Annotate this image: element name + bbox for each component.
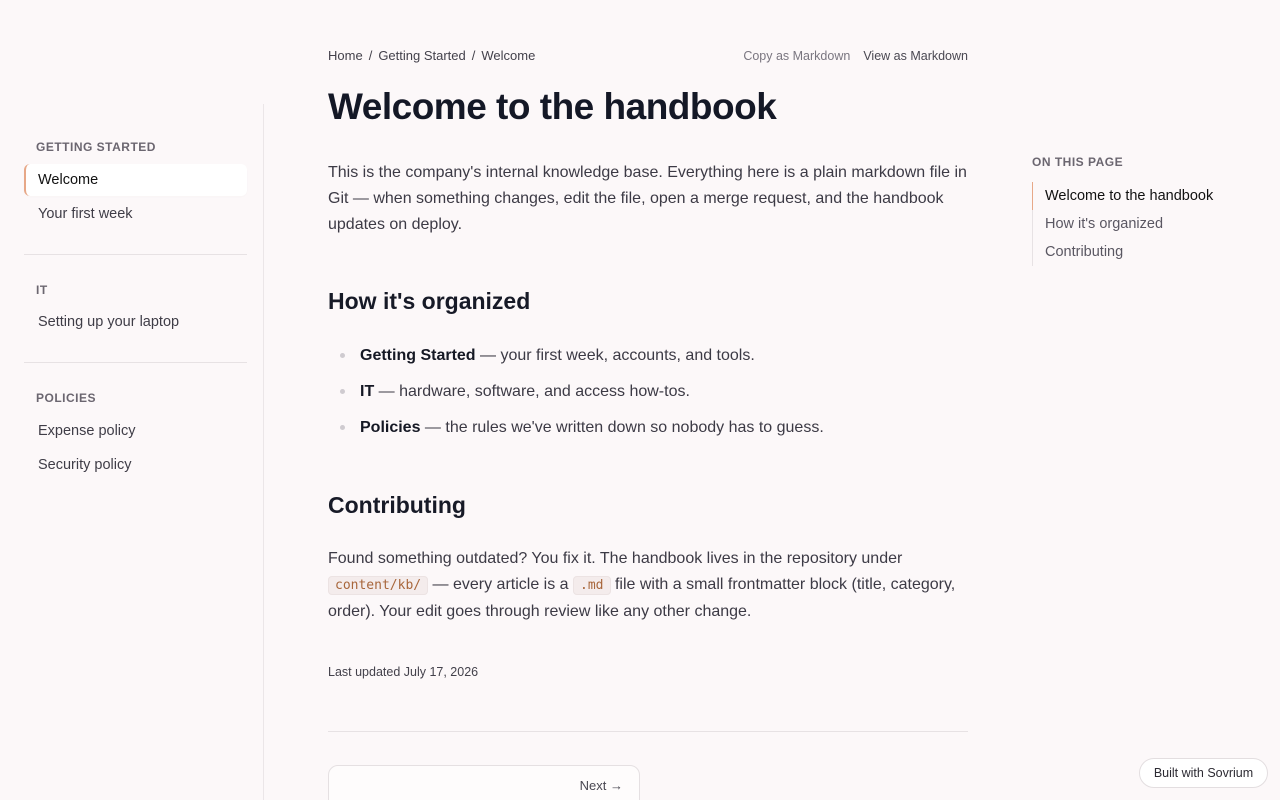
contributing-text: file with a small frontmatter block (title, category, order). Your edit goes through review like any other change. bbox=[328, 576, 956, 620]
contributing-text: Found something outdated? You fix it. The handbook lives in the repository under bbox=[328, 550, 903, 567]
sidebar-item-your-first-week[interactable]: Your first week bbox=[38, 206, 133, 222]
breadcrumb-current: Welcome bbox=[481, 48, 536, 63]
code-extension: .md bbox=[573, 576, 610, 595]
toc-heading: ON THIS PAGE bbox=[1032, 155, 1124, 169]
breadcrumb-home[interactable]: Home bbox=[328, 48, 363, 63]
section-heading-how-its-organized: How it's organized bbox=[328, 288, 531, 314]
sidebar-item-setting-up-your-laptop[interactable]: Setting up your laptop bbox=[38, 314, 180, 330]
sidebar-group-getting-started bbox=[24, 139, 247, 230]
list-item bbox=[328, 343, 824, 379]
intro-paragraph: This is the company's internal knowledge base. Everything here is a plain markdown file in Git — when something changes, edit the file, open a merge request, and the handbook updates on deploy. bbox=[328, 164, 967, 233]
sidebar-item-expense-policy[interactable]: Expense policy bbox=[38, 423, 136, 439]
sidebar-heading-getting-started: GETTING STARTED bbox=[36, 140, 156, 154]
toc-item-contributing[interactable]: Contributing bbox=[1045, 244, 1124, 260]
code-path: content/kb/ bbox=[328, 576, 428, 595]
breadcrumb-separator: / bbox=[368, 48, 373, 63]
toc-list bbox=[1032, 182, 1213, 266]
sidebar-group-policies bbox=[24, 390, 247, 481]
list-item-bold: Getting Started bbox=[360, 347, 476, 364]
built-with-badge[interactable]: Built with Sovrium bbox=[1139, 758, 1268, 788]
markdown-actions bbox=[743, 47, 968, 65]
toc-item-how-its-organized[interactable]: How it's organized bbox=[1045, 216, 1164, 232]
last-updated: Last updated July 17, 2026 bbox=[328, 665, 479, 679]
list-item-text: — hardware, software, and access how-tos. bbox=[374, 383, 690, 400]
sidebar-item-security-policy[interactable]: Security policy bbox=[38, 457, 132, 473]
next-page-label: Next → bbox=[579, 778, 623, 793]
list-item-bold: Policies bbox=[360, 419, 421, 436]
contributing-text: — every article is a bbox=[428, 576, 574, 593]
breadcrumb-separator: / bbox=[471, 48, 476, 63]
view-as-markdown-link[interactable]: View as Markdown bbox=[863, 49, 968, 63]
list-item bbox=[328, 415, 824, 451]
list-item bbox=[328, 379, 824, 415]
contributing-paragraph bbox=[328, 546, 968, 625]
toc-item-welcome[interactable]: Welcome to the handbook bbox=[1032, 182, 1213, 210]
copy-as-markdown-button[interactable]: Copy as Markdown bbox=[743, 49, 851, 63]
list-item-text: — your first week, accounts, and tools. bbox=[475, 347, 755, 364]
next-page-button[interactable] bbox=[328, 765, 640, 800]
page-title: Welcome to the handbook bbox=[328, 86, 777, 127]
organization-list bbox=[328, 343, 824, 451]
footer-divider bbox=[328, 731, 968, 732]
breadcrumb bbox=[328, 47, 535, 65]
sidebar-heading-it: IT bbox=[36, 283, 48, 297]
sidebar-heading-policies: POLICIES bbox=[36, 391, 97, 405]
sidebar-divider bbox=[24, 254, 247, 255]
sidebar-divider bbox=[24, 362, 247, 363]
breadcrumb-getting-started[interactable]: Getting Started bbox=[378, 48, 466, 63]
list-item-text: — the rules we've written down so nobody has to guess. bbox=[420, 419, 824, 436]
section-heading-contributing: Contributing bbox=[328, 492, 466, 518]
table-of-contents bbox=[1032, 154, 1262, 260]
sidebar-group-it bbox=[24, 282, 247, 338]
sidebar-item-welcome[interactable]: Welcome bbox=[24, 164, 247, 196]
list-item-bold: IT bbox=[360, 383, 375, 400]
